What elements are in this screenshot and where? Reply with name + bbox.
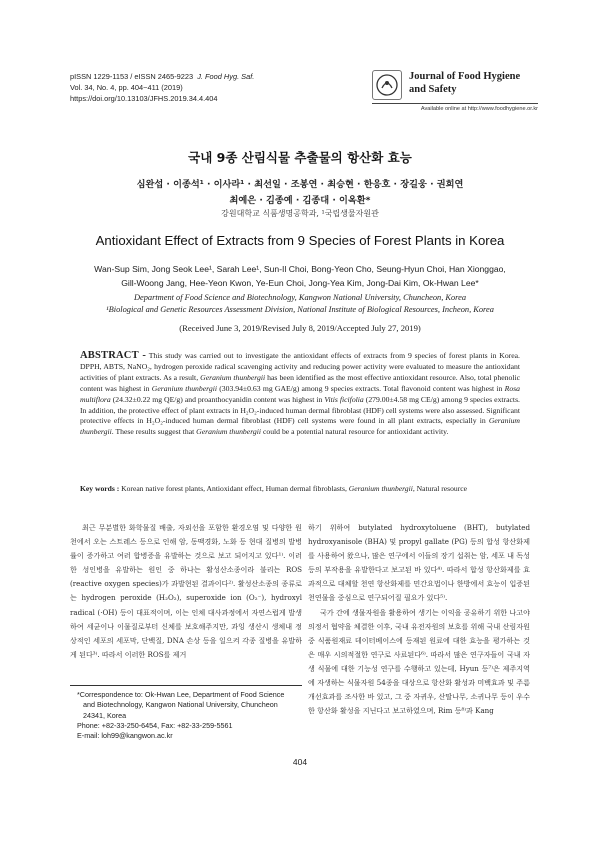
page-number: 404 <box>292 757 308 767</box>
body-paragraph: 최근 무분별한 화학물질 배출, 자외선을 포함한 환경오염 및 다양한 원천에서 오는 스트레스 등으로 인해 암, 동맥경화, 노화 등 현대 질병의 발병률이 증가하고 여러 합병증을 유발하는 것으로 보고 되어지고 있다¹⁾. 이러한 성인병을 유발하는 원인 중 하나는 활성산소종이라 불리는 ROS (reactive oxygen species)가 과발현된 결과이다²⁾. 활성산소종의 종류로는 hydrogen peroxide (H₂O₂), superoxide ion (O₂⁻), hydroxyl radical (·OH) 등이 대표적이며, 이는 인체 대사과정에서 자연스럽게 발생하여 세균이나 이물질로부터 신체를 보호해주지만, 과잉 생산시 생체내 정상적인 세포의 세포막, 단백질, DNA 손상 등을 일으켜 각종 질병을 유발하게 된다³⁾. 따라서 이러한 ROS를 제거 <box>70 523 302 659</box>
journal-title: Journal of Food Hygiene and Safety <box>409 71 521 95</box>
doi-link[interactable]: https://doi.org/10.13103/JFHS.2019.34.4.404 <box>70 94 218 103</box>
masthead-divider <box>372 103 538 104</box>
journal-logo-icon <box>372 70 402 100</box>
received-dates: (Received June 3, 2019/Revised July 8, 2019/Accepted July 27, 2019) <box>179 323 421 333</box>
journal-masthead <box>372 70 538 112</box>
english-title: Antioxidant Effect of Extracts from 9 Species of Forest Plants in Korea <box>95 233 505 248</box>
volume-line: Vol. 34, No. 4, pp. 404~411 (2019) <box>70 83 183 92</box>
korean-title: 국내 9종 산림식물 추출물의 항산화 효능 <box>188 150 412 165</box>
correspondence-footnote: *Correspondence to: Ok-Hwan Lee, Department of Food Science and Biotechnology, Kangwon National University, Chuncheon 24341, Korea Phone: +82-33-250-6454, Fax: +82-33-259-5561 E-mail: loh99@kangwon.ac.kr <box>77 690 305 741</box>
issn-line: pISSN 1229-1153 / eISSN 2465-9223 J. Food Hyg. Saf. <box>70 72 255 81</box>
english-authors-line1: Wan-Sup Sim, Jong Seok Lee¹, Sarah Lee¹, Sun-Il Choi, Bong-Yeon Cho, Seung-Hyun Choi, Han Xionggao, <box>94 264 506 274</box>
english-affiliation-2: ¹Biological and Genetic Resources Assessment Division, National Institute of Biological Resources, Incheon, Korea <box>106 305 494 314</box>
body-paragraph: 국가 간에 생물자원을 활용하여 생기는 이익을 공유하기 위한 나고야의정서 협약을 체결한 이후, 국내 유전자원의 보호를 위해 국내 산림자원 중 식품원재료 데이터베이스에 등재된 원료에 대한 효능을 평가하는 것은 매우 시의적절한 연구로 사료된다⁶⁾. 따라서 많은 연구자들이 국내 자생 식물에 대한 기능성 연구를 수행하고 있는데, Hyun 등⁷⁾은 제주지역에 자생하는 식물자원 54종을 대상으로 항산화 활성과 미백효과 및 주름개선효과를 조사한 바 있고, 그 중 자귀우, 산딸나무, 소귀나무 등이 우수한 항산화 활성을 지닌다고 보고하였으며, Rim 등⁸⁾과 Kang <box>308 607 530 716</box>
body-column-right <box>308 521 530 718</box>
correspondence-email[interactable]: E-mail: loh99@kangwon.ac.kr <box>77 731 173 741</box>
journal-abbrev: J. Food Hyg. Saf. <box>197 72 255 81</box>
footnote-divider <box>70 685 302 686</box>
keywords-label: Key words : <box>80 484 120 493</box>
body-paragraph: 하기 위하여 butylated hydroxytoluene (BHT), butylated hydroxyanisole (BHA) 및 propyl gallate (PG) 등의 합성 항산화제를 사용하여 왔으나, 많은 연구에서 이들의 장기 섭취는 암, 세포 내 독성 등의 부작용을 유발한다고 보고된 바 있다⁴⁾. 따라서 합성 항산화제를 효과적으로 대체할 천연 항산화제를 민간요법이나 한방에서 효능이 입증된 천연물을 중심으로 연구되어질 필요가 있다⁵⁾. <box>308 523 530 603</box>
korean-authors-line1: 심완섭 · 이종석¹ · 이사라¹ · 최선일 · 조봉연 · 최승현 · 한응호 · 장길웅 · 권희연 <box>136 179 464 190</box>
abstract-label: ABSTRACT - <box>80 350 147 361</box>
journal-info <box>70 71 254 104</box>
body-column-left <box>70 521 302 662</box>
abstract: ABSTRACT - This study was carried out to investigate the antioxidant effects of extracts from 9 species of forest plants in Korea. DPPH, ABTS, NaNO₂, hydrogen peroxide radical scavenging activity and reducing power activity were evaluated to measure the antioxidant activities of plant extracts. As a result, Geranium thunbergii has been identified as the most effective antioxidant resource. Also, total phenolic content was highest in Geranium thunbergii (303.94±0.63 mg GAE/g) among 9 species extracts. Total flavonoid content was highest in Rosa multiflora (24.32±0.22 mg QE/g) and proanthocyanidin content was highest in Vitis ficifolia (279.00±4.58 mg CE/g) among 9 species extracts. In addition, the protective effect of plant extracts in H₂O₂-induced human dermal fibroblast (HDF) cell systems were also assessed. Significant protective effects in H₂O₂-induced human dermal fibroblast (HDF) cell systems were found in all plant extracts, especially in Geranium thunbergii. These results suggest that Geranium thunbergii could be a potential natural resource for antioxidant activity. <box>80 350 520 437</box>
korean-authors-line2: 최예은 · 김종예 · 김종대 · 이옥환* <box>229 195 371 206</box>
korean-affiliation: 강원대학교 식품생명공학과, ¹국립생물자원관 <box>221 209 379 218</box>
english-affiliation-1: Department of Food Science and Biotechnology, Kangwon National University, Chuncheon, Korea <box>133 293 467 302</box>
english-authors-line2: Gill-Woong Jang, Hee-Yeon Kwon, Ye-Eun Choi, Jong-Yea Kim, Jong-Dai Kim, Ok-Hwan Lee* <box>121 278 479 288</box>
available-online[interactable]: Available online at http://www.foodhygiene.or.kr <box>420 106 538 112</box>
keywords: Key words : Korean native forest plants, Antioxidant effect, Human dermal fibroblasts, Geranium thunbergii, Natural resource <box>80 484 467 493</box>
